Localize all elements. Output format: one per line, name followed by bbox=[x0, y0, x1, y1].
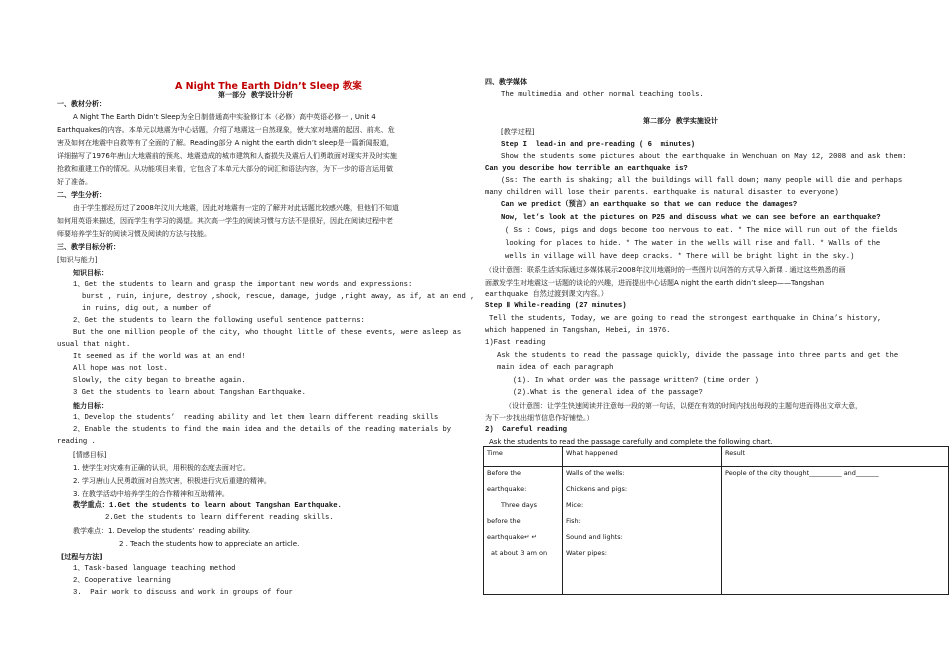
right-text-line: (1). In what order was the passage written? (time order ) bbox=[513, 377, 759, 385]
right-text-line: (Ss: The earth is shaking; all the buildings will fall down; many people will die and perhaps bbox=[501, 177, 903, 185]
right-text-line: Step Ⅱ While-reading (27 minutes) bbox=[485, 302, 627, 310]
right-text-line: （设计意图：联系生活实际通过多媒体展示2008年汶川地震时的一些图片以问答的方式导入新课 . 通过这些熟悉的画 bbox=[485, 266, 846, 274]
left-text-line: 3. 在教学活动中培养学生的合作精神和互助精神。 bbox=[73, 490, 229, 498]
chart-header-what: What happened bbox=[563, 447, 722, 467]
left-text-line: 详细描写了1976年唐山大地震前的预兆、地震造成的城市建筑和人畜损失及震后人们勇敢面对现实并及时实施 bbox=[57, 152, 397, 160]
right-text-line: Ask the students to read the passage carefully and complete the following chart. bbox=[489, 438, 773, 446]
left-text-line: Earthquakes的内容。本单元以地震为中心话题，介绍了地震这一自然现象，使大家对地震的起因、前兆、危 bbox=[57, 126, 395, 134]
left-text-line: 2. 学习唐山人民勇敢面对自然灾害，积极进行灾后重建的精神。 bbox=[73, 477, 271, 485]
what-line: Chickens and pigs: bbox=[566, 485, 628, 493]
right-text-line: Ask the students to read the passage quickly, divide the passage into three parts and get the bbox=[497, 352, 899, 360]
left-text-line: 2.Get the students to learn different reading skills. bbox=[105, 514, 334, 522]
chart-time-cell bbox=[484, 467, 563, 595]
left-text-line: [过程与方法] bbox=[61, 553, 103, 561]
right-text-line: ( Ss : Cows, pigs and dogs become too nervous to eat. * The mice will run out of the fields bbox=[505, 227, 898, 235]
right-text-line: Can we predict（预言）an earthquake so that we can reduce the damages? bbox=[501, 201, 798, 209]
left-text-line: 1. 使学生对灾难有正确的认识，用积极的态度去面对它。 bbox=[73, 464, 250, 472]
left-text-line: 能力目标： bbox=[73, 402, 108, 410]
right-text-line: (2).What is the general idea of the passage? bbox=[513, 389, 703, 397]
chart-header-result: Result bbox=[722, 447, 949, 467]
right-text-line: [教学过程] bbox=[501, 128, 535, 136]
chart-what-cell bbox=[563, 467, 722, 595]
left-text-line: A Night The Earth Didn’t Sleep为全日制普通高中实验修订本（必修）高中英语必修一 , Unit 4 bbox=[73, 113, 376, 121]
time-line: before the bbox=[487, 517, 521, 525]
left-text-line: 3 Get the students to learn about Tangshan Earthquake. bbox=[73, 389, 306, 397]
right-text-line: main idea of each paragraph bbox=[497, 364, 614, 372]
left-text-line: in ruins, dig out, a number of bbox=[82, 305, 212, 313]
left-text-line: But the one million people of the city, who thought little of these events, were asleep as bbox=[73, 329, 462, 337]
right-text-line: 为下一步找出细节信息作好铺垫。） bbox=[485, 414, 594, 422]
left-text-line: 好了准备。 bbox=[57, 178, 92, 186]
what-line: Sound and lights: bbox=[566, 533, 623, 541]
right-text-line: Now, let’s look at the pictures on P25 and discuss what we can see before an earthquake? bbox=[501, 214, 881, 222]
right-text-line: 四、教学媒体 bbox=[485, 78, 527, 86]
left-text-line: 一、教材分析： bbox=[57, 100, 106, 108]
left-text-line: 2、Cooperative learning bbox=[73, 577, 171, 585]
right-text-line: looking for places to hide. * The water in the wells will rise and fall. * Walls of the bbox=[505, 240, 881, 248]
left-text-line: 3. Pair work to discuss and work in groups of four bbox=[73, 589, 293, 597]
left-text-line: 2、Get the students to learn the following useful sentence patterns: bbox=[73, 317, 365, 325]
left-text-line: [知识与能力] bbox=[57, 256, 98, 264]
chart-result-cell bbox=[722, 467, 949, 595]
what-line: Fish: bbox=[566, 517, 581, 525]
reading-chart bbox=[483, 446, 949, 595]
time-line: earthquake: bbox=[487, 485, 527, 493]
right-text-line: Show the students some pictures about the earthquake in Wenchuan on May 12, 2008 and ask them: bbox=[501, 153, 907, 161]
part1-heading: 第一部分 教学设计分析 bbox=[218, 91, 293, 99]
left-text-line: 抢救和重建工作的情况。从功能项目来看，它包含了本单元大部分的词汇和语法内容，为下一步的语言运用做 bbox=[57, 165, 393, 173]
left-text-line: [情感目标] bbox=[73, 451, 107, 459]
left-text-line: usual that night. bbox=[57, 341, 131, 349]
left-text-line: 1、Develop the students’ reading ability and let them learn different reading skills bbox=[73, 414, 439, 422]
part2-heading: 第二部分 教学实施设计 bbox=[643, 117, 718, 125]
left-text-line: 三、教学目标分析： bbox=[57, 243, 120, 251]
what-line: Walls of the wells: bbox=[566, 469, 625, 477]
right-text-line: wells in village will have deep cracks. * There will be bright light in the sky.) bbox=[505, 253, 855, 261]
left-text-line: 1、Task-based language teaching method bbox=[73, 565, 236, 573]
right-text-line: Step I lead-in and pre-reading ( 6 minutes) bbox=[501, 141, 696, 149]
right-text-line: which happened in Tangshan, Hebei, in 1976. bbox=[485, 327, 671, 335]
chart-header-time: Time bbox=[484, 447, 563, 467]
left-text-line: 教学重点：1.Get the students to learn about Tangshan Earthquake. bbox=[73, 502, 342, 510]
left-text-line: 知识目标： bbox=[73, 269, 108, 277]
right-text-line: many children will lose their parents. earthquake is natural disaster to everyone) bbox=[485, 189, 839, 197]
left-text-line: 害及如何在地震中自救等有了全面的了解。Reading部分 A night the earth didn’t sleep是一篇新闻报道， bbox=[57, 139, 394, 147]
left-text-line: It seemed as if the world was at an end! bbox=[73, 353, 246, 361]
what-line: Water pipes: bbox=[566, 549, 607, 557]
left-text-line: 如何用英语来描述，因而学生有学习的渴望。其次高一学生的阅读习惯与方法不是很好，因此在阅读过程中老 bbox=[57, 217, 393, 225]
left-text-line: 1、Get the students to learn and grasp the important new words and expressions: bbox=[73, 281, 413, 289]
left-text-line: All hope was not lost. bbox=[73, 365, 168, 373]
right-text-line: Can you describe how terrible an earthquake is? bbox=[485, 165, 688, 173]
left-text-line: 二、学生分析： bbox=[57, 191, 106, 199]
right-text-line: （设计意图：让学生快速阅读并注意每一段的第一句话，以便在有效的时间内找出每段的主题句进而得出文章大意， bbox=[505, 402, 862, 410]
right-text-line: earthquake 自然过渡到课文内容。） bbox=[485, 291, 608, 299]
time-line: at about 3 am on bbox=[491, 549, 548, 557]
left-text-line: burst , ruin, injure, destroy ,shock, rescue, damage, judge ,right away, as if, at an end , bbox=[82, 293, 475, 301]
time-line: earthquake↵ ↵ bbox=[487, 533, 538, 541]
right-text-line: The multimedia and other normal teaching tools. bbox=[501, 91, 704, 99]
what-line: Mice: bbox=[566, 501, 584, 509]
document-title: A Night The Earth Didn’t Sleep 教案 bbox=[175, 81, 362, 92]
left-text-line: reading . bbox=[57, 438, 96, 446]
result-line: People of the city thought__________ and_______ bbox=[725, 469, 879, 477]
left-text-line: 2 . Teach the students how to appreciate an article. bbox=[119, 540, 300, 548]
right-text-line: 面激发学生对地震这一话题的谈论的兴趣，进而提出中心话题A night the earth didn’t sleep——Tangshan bbox=[485, 279, 825, 287]
time-line: Three days bbox=[501, 501, 538, 509]
right-text-line: 1)Fast reading bbox=[485, 339, 546, 347]
right-text-line: 2) Careful reading bbox=[485, 426, 567, 434]
time-line: Before the bbox=[487, 469, 521, 477]
left-text-line: 2、Enable the students to find the main idea and the details of the reading materials by bbox=[73, 426, 452, 434]
left-text-line: 教学难点：1. Develop the students’ reading ability. bbox=[73, 527, 251, 535]
left-text-line: 由于学生都经历过了2008年汶川大地震，因此对地震有一定的了解并对此话题比较感兴趣，但他们不知道 bbox=[73, 204, 399, 212]
right-text-line: Tell the students, Today, we are going to read the strongest earthquake in China’s history, bbox=[489, 315, 882, 323]
left-text-line: 师要培养学生好的阅读习惯及阅读的方法与技能。 bbox=[57, 230, 211, 238]
left-text-line: Slowly, the city began to breathe again. bbox=[73, 377, 246, 385]
